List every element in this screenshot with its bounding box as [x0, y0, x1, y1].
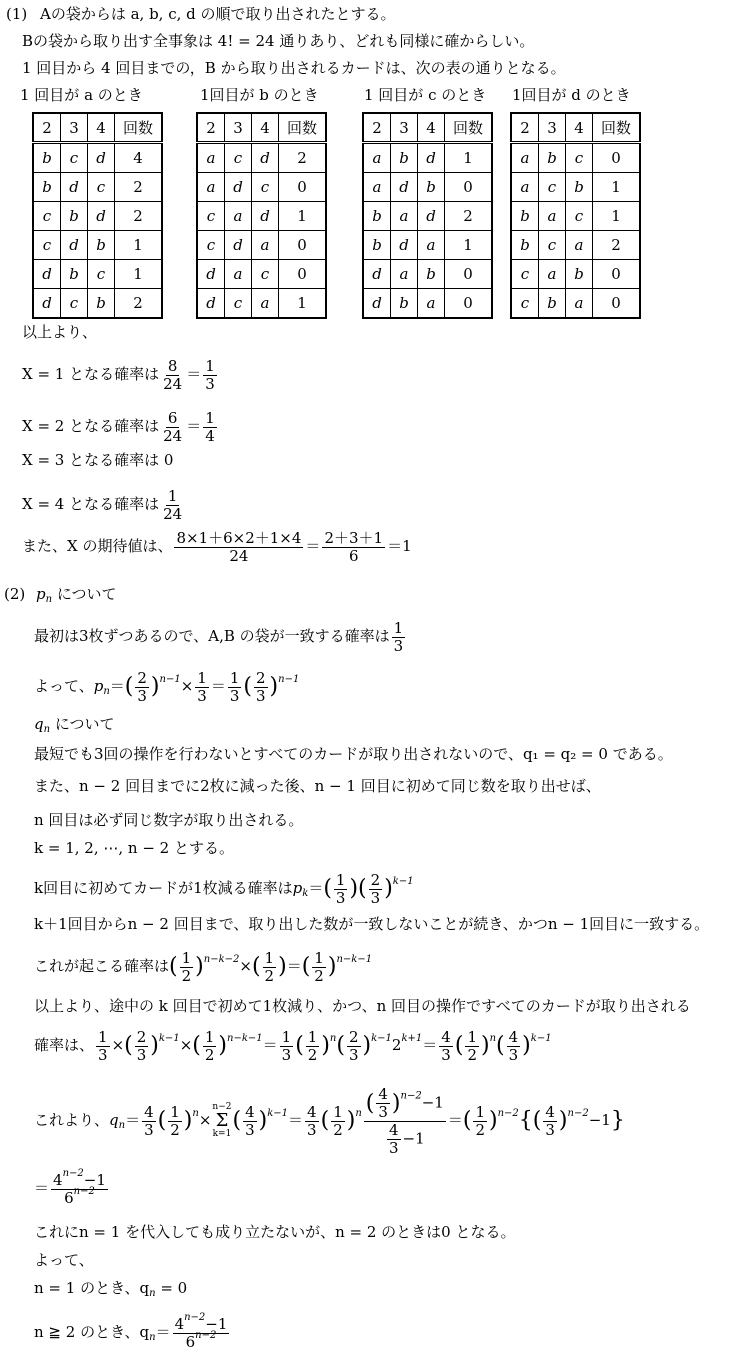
count-cell: 1 — [445, 231, 493, 260]
part1-label: (1) — [6, 5, 28, 23]
card-cell: a — [511, 173, 539, 202]
card-cell: d — [363, 289, 391, 319]
table-row — [197, 260, 326, 289]
part1-line-2: Bの袋から取り出す全事象は 4! = 24 通りあり、どれも同様に確からしい。 — [22, 32, 535, 50]
card-cell: a — [418, 231, 445, 260]
card-cell: d — [391, 231, 418, 260]
card-cell: c — [88, 260, 115, 289]
card-cell: c — [539, 231, 566, 260]
card-cell: a — [197, 143, 225, 173]
card-cell: d — [88, 202, 115, 231]
card-cell: d — [197, 260, 225, 289]
table-header-row — [511, 113, 640, 143]
table-row — [511, 202, 640, 231]
expected-value: また、X の期待値は、 $\frac{8\times 1+6\times 2+1\times 4}{24}$ ＝ $\frac{2+3+1}{6}$ ＝1 — [22, 528, 412, 565]
count-cell: 0 — [279, 260, 327, 289]
table-title-a: 1 回目が a のとき — [20, 86, 143, 104]
card-cell: b — [566, 173, 593, 202]
card-cell: b — [363, 202, 391, 231]
count-cell: 2 — [593, 231, 641, 260]
table-first-b — [196, 112, 327, 319]
card-cell: c — [197, 231, 225, 260]
count-cell: 0 — [279, 173, 327, 202]
card-cell: b — [511, 202, 539, 231]
pn-heading: $p_n$ について — [36, 585, 117, 605]
prob-x1: X = 1 となる確率は $\frac{8}{24}$ ＝ $\frac{1}{3}$ — [22, 356, 215, 393]
table-row — [511, 260, 640, 289]
card-cell: b — [88, 289, 115, 319]
header-cell: 回数 — [115, 113, 163, 143]
qn-sum-formula: これより、$q_n=$ $\frac{4}{3}$ ( $\frac{1}{2}$ )$^n$× n−2 Σ k=1 ( $\frac{4}{3}$ )$^{k-1}$＝ $\frac{4}{3}$ ( $\frac{1}{2}$ )$^n$ ( $\frac{4}{3}$ )$^{n-2}$−1 $\frac{4}{3}$ −1 ＝( $\frac{1}{2}$ )$^{n-2}${( $\frac{4}{3}$ )$^{n-2}$−1} — [34, 1084, 625, 1157]
card-cell: a — [252, 231, 279, 260]
card-cell: b — [418, 260, 445, 289]
header-cell: 2 — [197, 113, 225, 143]
card-cell: c — [61, 289, 88, 319]
answer-n-ge-2: n ≧ 2 のとき、$q_n=$ $\frac{4^{n-2}-1}{6^{n-2}}$ — [34, 1311, 228, 1351]
count-cell: 0 — [445, 173, 493, 202]
line-k-range: k = 1, 2, ⋯, n − 2 とする。 — [34, 839, 234, 857]
header-cell: 3 — [391, 113, 418, 143]
table-row — [363, 143, 492, 173]
table-row — [511, 289, 640, 319]
card-cell: c — [252, 260, 279, 289]
table-header-row — [33, 113, 162, 143]
count-cell: 4 — [115, 143, 163, 173]
table-row — [363, 289, 492, 319]
count-cell: 2 — [279, 143, 327, 173]
line-nth-same: n 回目は必ず同じ数字が取り出される。 — [34, 811, 304, 829]
count-cell: 1 — [115, 231, 163, 260]
table-header-row — [363, 113, 492, 143]
header-cell: 2 — [33, 113, 61, 143]
line-summary: 以上より、途中の k 回目で初めて1枚減り、かつ、n 回目の操作ですべてのカードが取り出される — [34, 997, 691, 1015]
header-cell: 3 — [225, 113, 252, 143]
table-row — [197, 143, 326, 173]
line-q1-q2: 最短でも3回の操作を行わないとすべてのカードが取り出されないので、q₁ = q₂ = 0 である。 — [34, 745, 673, 763]
card-cell: a — [511, 143, 539, 173]
part1-line-1: Aの袋からは a, b, c, d の順で取り出されたとする。 — [40, 5, 396, 23]
pn-formula: よって、$p_n=$( $\frac{2}{3}$ )$^{n-1}$× $\frac{1}{3}$ ＝ $\frac{1}{3}$ ( $\frac{2}{3}$ )$^{n-1}$ — [34, 668, 300, 705]
card-cell: b — [539, 289, 566, 319]
header-cell: 4 — [566, 113, 593, 143]
header-cell: 4 — [88, 113, 115, 143]
count-cell: 0 — [279, 231, 327, 260]
card-cell: d — [363, 260, 391, 289]
card-cell: c — [566, 202, 593, 231]
table-row — [33, 231, 162, 260]
card-cell: b — [61, 260, 88, 289]
table-row — [33, 143, 162, 173]
count-cell: 0 — [445, 289, 493, 319]
card-cell: a — [391, 260, 418, 289]
table-row — [197, 202, 326, 231]
card-cell: c — [88, 173, 115, 202]
card-cell: c — [252, 173, 279, 202]
card-cell: d — [418, 143, 445, 173]
count-cell: 2 — [115, 289, 163, 319]
count-cell: 1 — [115, 260, 163, 289]
card-cell: c — [61, 143, 88, 173]
card-cell: d — [197, 289, 225, 319]
count-cell: 0 — [445, 260, 493, 289]
card-cell: c — [197, 202, 225, 231]
table-first-d — [510, 112, 641, 319]
table-row — [197, 289, 326, 319]
count-cell: 2 — [115, 202, 163, 231]
table-title-c: 1 回目が c のとき — [364, 86, 487, 104]
card-cell: b — [363, 231, 391, 260]
line-k-plus-1: k＋1回目からn − 2 回目まで、取り出した数が一致しないことが続き、かつn − 1回目に一致する。 — [34, 915, 710, 933]
table-row — [511, 143, 640, 173]
card-cell: a — [363, 143, 391, 173]
count-cell: 1 — [279, 202, 327, 231]
card-cell: d — [61, 173, 88, 202]
card-cell: d — [61, 231, 88, 260]
card-cell: a — [566, 231, 593, 260]
card-cell: d — [225, 231, 252, 260]
header-cell: 2 — [363, 113, 391, 143]
table-row — [33, 260, 162, 289]
answer-n1: n = 1 のとき、$q_n = 0$ — [34, 1279, 188, 1299]
part1-line-3: 1 回目から 4 回目までの，B から取り出されるカードは、次の表の通りとなる。 — [22, 59, 566, 77]
card-cell: d — [88, 143, 115, 173]
card-cell: c — [225, 143, 252, 173]
qn-heading: $q_n$ について — [34, 715, 115, 735]
line-therefore: よって、 — [34, 1251, 94, 1269]
card-cell: a — [252, 289, 279, 319]
card-cell: b — [33, 143, 61, 173]
prob-x4: X = 4 となる確率は $\frac{1}{24}$ — [22, 486, 183, 523]
table-title-b: 1回目が b のとき — [200, 86, 319, 104]
table-row — [363, 173, 492, 202]
header-cell: 回数 — [445, 113, 493, 143]
card-cell: b — [33, 173, 61, 202]
pk-formula: k回目に初めてカードが1枚減る確率は$p_k=$( $\frac{1}{3}$ )( $\frac{2}{3}$ )$^{k-1}$ — [34, 870, 414, 907]
table-row — [197, 173, 326, 202]
table-title-d: 1回目が d のとき — [512, 86, 631, 104]
count-cell: 0 — [593, 143, 641, 173]
card-cell: a — [391, 202, 418, 231]
count-cell: 2 — [115, 173, 163, 202]
card-cell: a — [197, 173, 225, 202]
header-cell: 3 — [61, 113, 88, 143]
card-cell: c — [511, 289, 539, 319]
card-cell: b — [61, 202, 88, 231]
count-cell: 1 — [445, 143, 493, 173]
header-cell: 2 — [511, 113, 539, 143]
table-row — [511, 173, 640, 202]
card-cell: b — [539, 143, 566, 173]
card-cell: b — [391, 143, 418, 173]
table-first-a — [32, 112, 163, 319]
count-cell: 0 — [593, 289, 641, 319]
line-n1-check: これにn = 1 を代入しても成り立たないが、n = 2 のときは0 となる。 — [34, 1223, 516, 1241]
card-cell: a — [566, 289, 593, 319]
card-cell: d — [418, 202, 445, 231]
header-cell: 4 — [252, 113, 279, 143]
card-cell: d — [33, 260, 61, 289]
count-cell: 1 — [593, 202, 641, 231]
table-header-row — [197, 113, 326, 143]
card-cell: d — [252, 143, 279, 173]
table-row — [511, 231, 640, 260]
card-cell: c — [33, 202, 61, 231]
card-cell: b — [88, 231, 115, 260]
header-cell: 4 — [418, 113, 445, 143]
table-row — [33, 289, 162, 319]
count-cell: 2 — [445, 202, 493, 231]
card-cell: c — [511, 260, 539, 289]
card-cell: b — [566, 260, 593, 289]
half-power-formula: これが起こる確率は( $\frac{1}{2}$ )$^{n-k-2}$×( $\frac{1}{2}$ )＝( $\frac{1}{2}$ )$^{n-k-1}$ — [34, 948, 373, 985]
card-cell: b — [391, 289, 418, 319]
card-cell: c — [566, 143, 593, 173]
card-cell: b — [511, 231, 539, 260]
count-cell: 1 — [279, 289, 327, 319]
card-cell: a — [225, 202, 252, 231]
header-cell: 3 — [539, 113, 566, 143]
card-cell: a — [363, 173, 391, 202]
line-n-minus-2: また、n − 2 回目までに2枚に減った後、n − 1 回目に初めて同じ数を取り出せば、 — [34, 777, 601, 795]
card-cell: c — [33, 231, 61, 260]
qn-simplified: ＝ $\frac{4^{n-2}-1}{6^{n-2}}$ — [34, 1167, 106, 1207]
line-match-prob: 最初は3枚ずつあるので、A,B の袋が一致する確率は $\frac{1}{3}$ — [34, 618, 404, 655]
prob-x2: X = 2 となる確率は $\frac{6}{24}$ ＝ $\frac{1}{4}$ — [22, 408, 215, 445]
count-cell: 0 — [593, 260, 641, 289]
count-cell: 1 — [593, 173, 641, 202]
table-row — [33, 173, 162, 202]
conclusion: 以上より、 — [22, 323, 98, 341]
part2-label: (2) — [4, 585, 26, 603]
card-cell: c — [225, 289, 252, 319]
card-cell: c — [539, 173, 566, 202]
table-row — [363, 260, 492, 289]
header-cell: 回数 — [279, 113, 327, 143]
card-cell: d — [391, 173, 418, 202]
header-cell: 回数 — [593, 113, 641, 143]
card-cell: a — [539, 202, 566, 231]
probability-formula: 確率は、 $\frac{1}{3}$ ×( $\frac{2}{3}$ )$^{k-1}$×( $\frac{1}{2}$ )$^{n-k-1}$＝ $\frac{1}{3}$ ( $\frac{1}{2}$ )$^n$( $\frac{2}{3}$ )$^{k-1}2^{k+1}=$ $\frac{4}{3}$ ( $\frac{1}{2}$ )$^n$( $\frac{4}{3}$ )$^{k-1}$ — [34, 1027, 552, 1064]
table-row — [197, 231, 326, 260]
table-row — [363, 202, 492, 231]
prob-x3: X = 3 となる確率は 0 — [22, 451, 174, 469]
card-cell: d — [252, 202, 279, 231]
table-first-c — [362, 112, 493, 319]
table-row — [363, 231, 492, 260]
card-cell: a — [539, 260, 566, 289]
card-cell: d — [33, 289, 61, 319]
card-cell: a — [225, 260, 252, 289]
card-cell: d — [225, 173, 252, 202]
card-cell: a — [418, 289, 445, 319]
card-cell: b — [418, 173, 445, 202]
table-row — [33, 202, 162, 231]
